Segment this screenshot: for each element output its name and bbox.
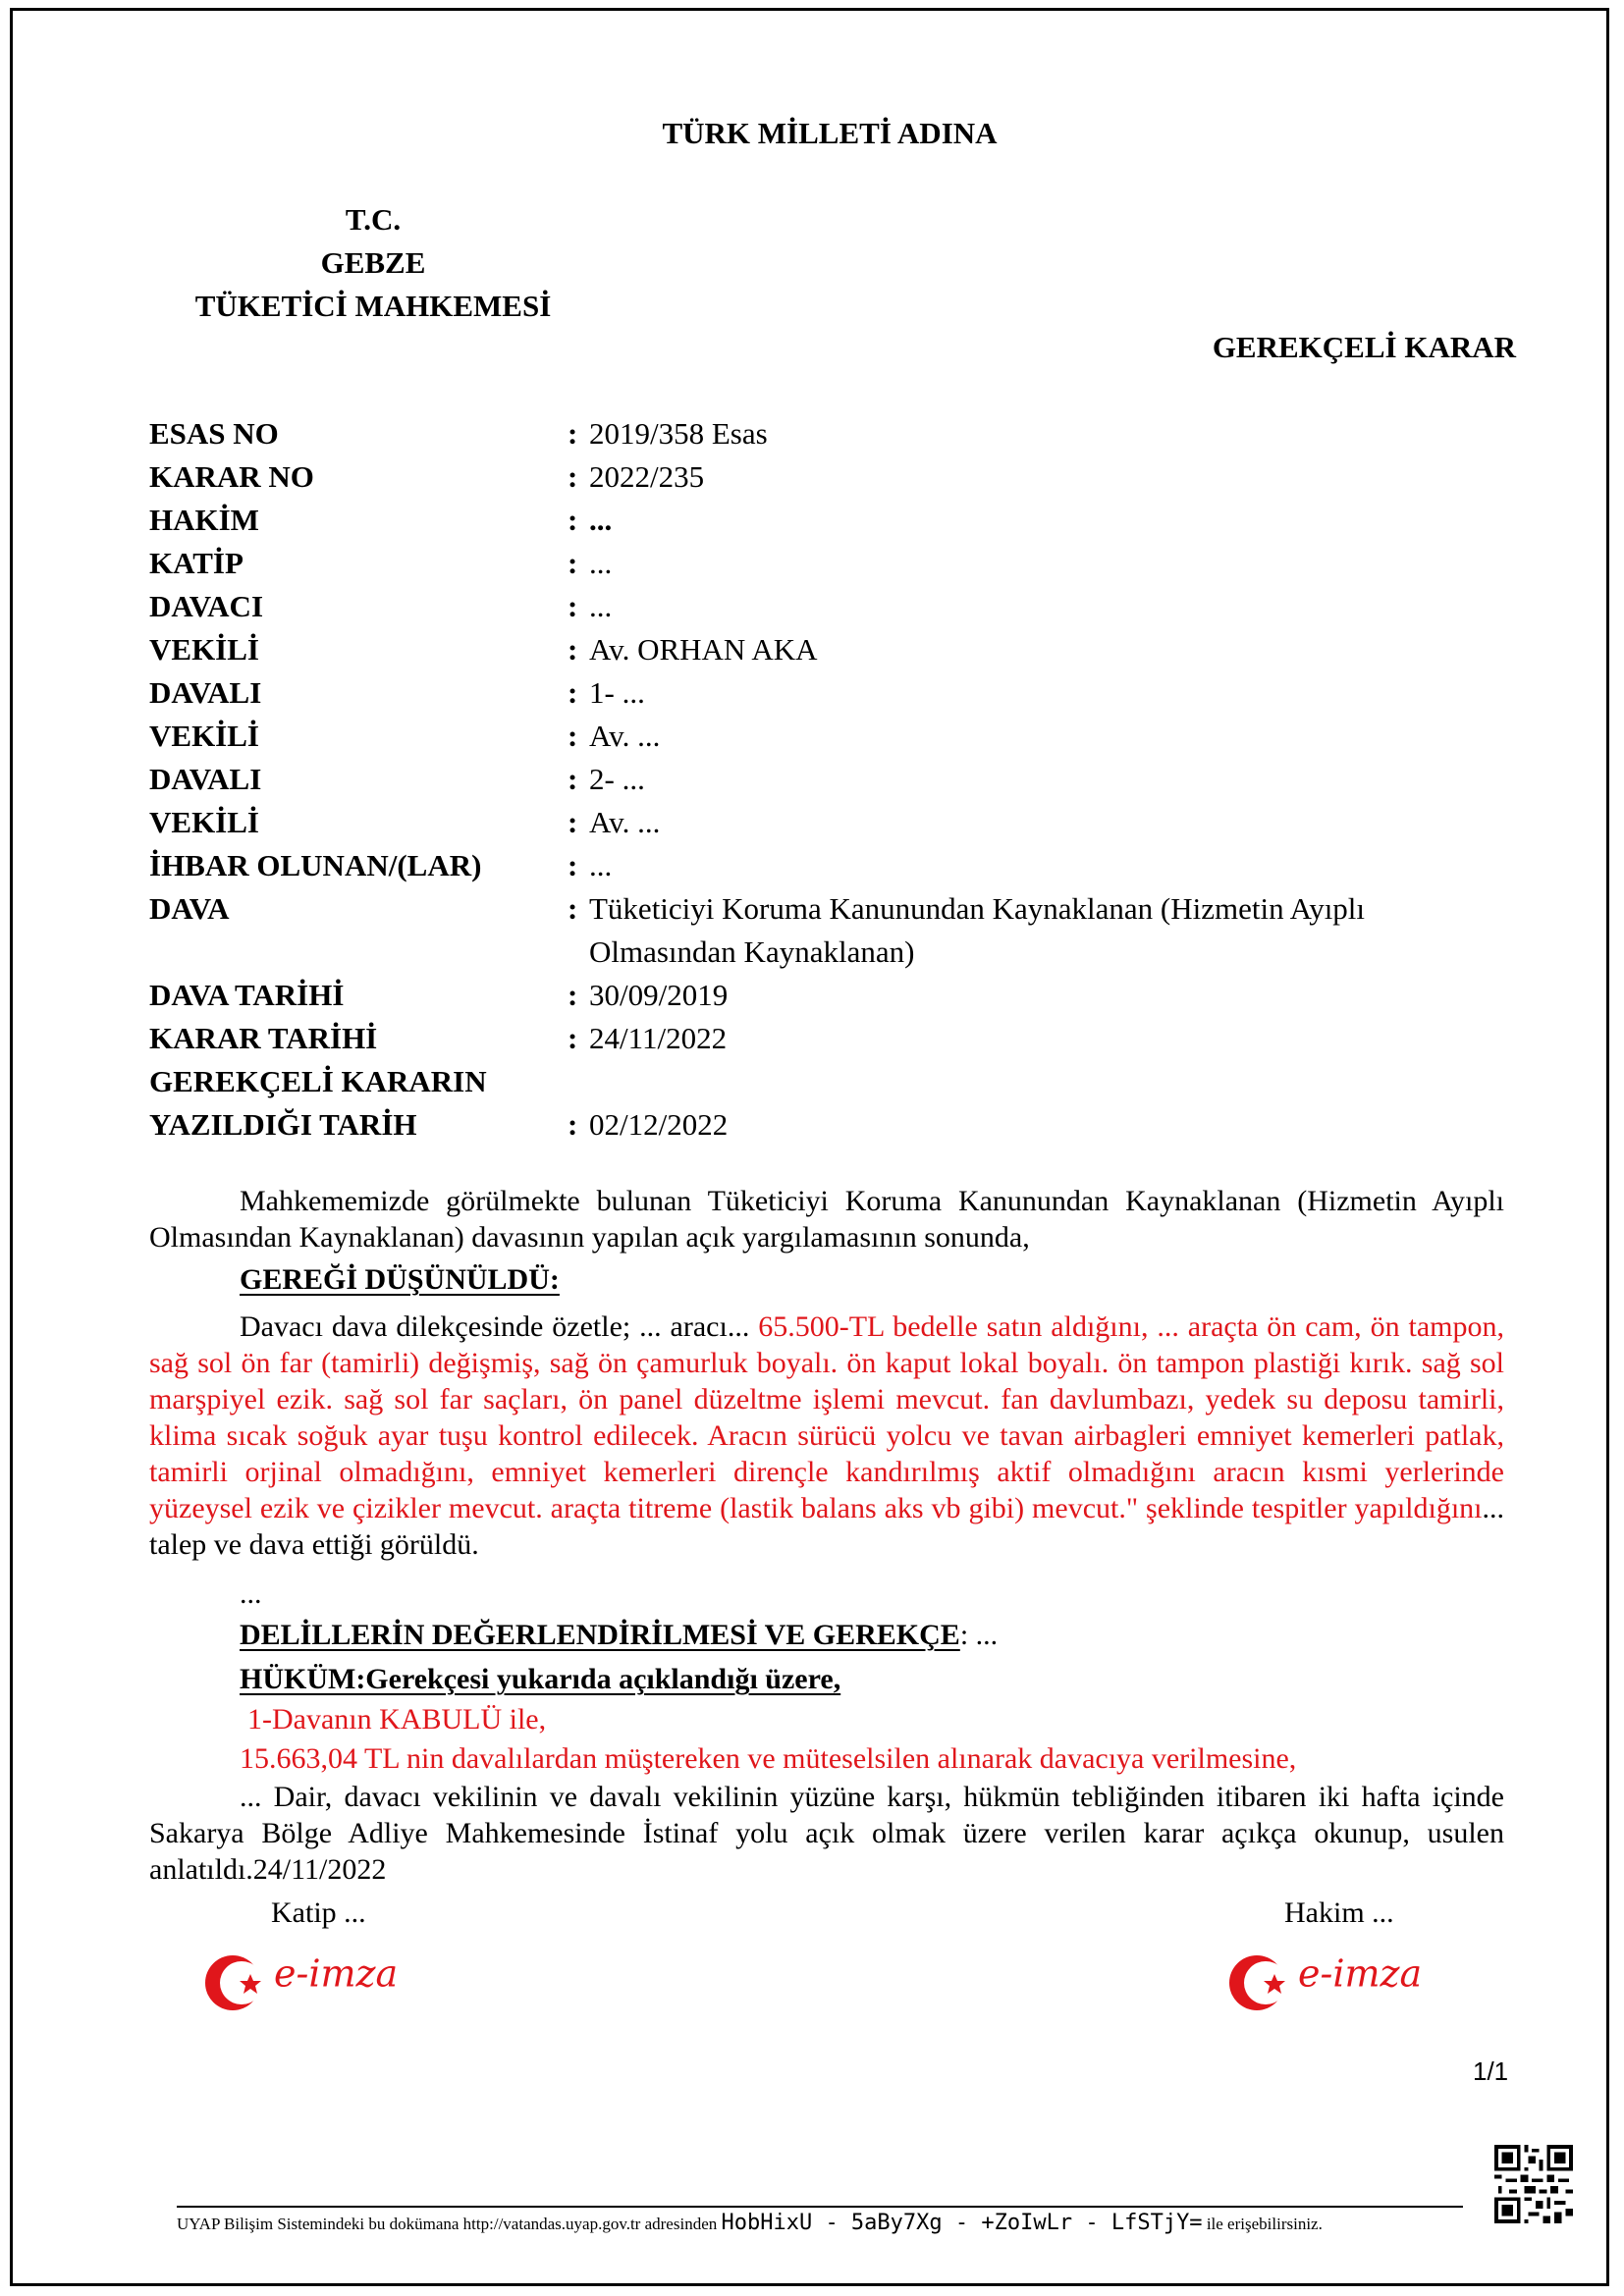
crescent-star-icon (1225, 1949, 1294, 2017)
info-row-dava-tarihi: DAVA TARİHİ : 30/09/2019 (149, 974, 1504, 1017)
footer-prefix: UYAP Bilişim Sistemindeki bu dokümana http://vatandas.uyap.gov.tr adresinden (177, 2215, 718, 2233)
info-value: Av. ORHAN AKA (589, 632, 818, 667)
info-value: ... (589, 546, 613, 580)
info-label: DAVACI (149, 589, 264, 623)
info-value-cont: Olmasından Kaynaklanan) (589, 934, 915, 969)
info-label: DAVA TARİHİ (149, 978, 345, 1012)
case-info-table (149, 412, 1504, 1147)
court-name (187, 198, 560, 328)
info-row-dava: DAVA : Tüketiciyi Koruma Kanunundan Kaynaklanan (Hizmetin Ayıplı Olmasından Kaynaklanan) (149, 887, 1504, 974)
info-label: DAVALI (149, 675, 262, 710)
info-row-vekili-1: VEKİLİ : Av. ORHAN AKA (149, 628, 1504, 671)
info-value: 2019/358 Esas (589, 416, 768, 451)
hukum-heading: HÜKÜM:Gerekçesi yukarıda açıklandığı üzere, (240, 1663, 841, 1695)
info-label: VEKİLİ (149, 719, 259, 753)
crescent-star-icon (201, 1949, 270, 2017)
info-label: DAVA (149, 891, 230, 926)
info-value: 30/09/2019 (589, 978, 729, 1012)
info-value: 02/12/2022 (589, 1107, 729, 1142)
gerek-heading: GEREĞİ DÜŞÜNÜLDÜ: (240, 1263, 560, 1296)
info-label: KARAR TARİHİ (149, 1021, 378, 1055)
decision-type-title: GEREKÇELİ KARAR (1212, 330, 1516, 364)
info-label: VEKİLİ (149, 632, 259, 667)
info-label: VEKİLİ (149, 805, 259, 839)
info-row-katip: KATİP : ... (149, 542, 1504, 585)
hukum-item-1: 1-Davanın KABULÜ ile, (247, 1703, 547, 1735)
info-label: GEREKÇELİ KARARIN (149, 1064, 487, 1098)
info-value: ... (589, 589, 613, 623)
info-value: ... (589, 503, 613, 537)
info-row-ihbar: İHBAR OLUNAN/(LAR) : ... (149, 844, 1504, 887)
claim-prefix: Davacı dava dilekçesinde özetle; ... aracı... (240, 1310, 750, 1343)
info-value: Av. ... (589, 719, 661, 753)
info-row-gerekceli-tarih: GEREKÇELİ KARARIN YAZILDIĞI TARİH : 02/12/2022 (149, 1060, 1504, 1147)
court-line-1: T.C. (345, 202, 402, 237)
info-label: ESAS NO (149, 416, 279, 451)
info-row-esas-no: ESAS NO : 2019/358 Esas (149, 412, 1504, 455)
footer-divider (177, 2206, 1463, 2208)
document-heading: TÜRK MİLLETİ ADINA (662, 116, 998, 150)
hakim-eimza-stamp (1225, 1949, 1422, 2017)
info-label: KARAR NO (149, 459, 314, 494)
intro-paragraph: Mahkememizde görülmekte bulunan Tüketiciyi Koruma Kanunundan Kaynaklanan (Hizmetin Ayıplı Olmasından Kaynaklanan) davasının yapılan açık yargılamasının sonunda, (149, 1185, 1504, 1254)
info-row-vekili-3: VEKİLİ : Av. ... (149, 801, 1504, 844)
info-value: 24/11/2022 (589, 1021, 728, 1055)
info-label-cont: YAZILDIĞI TARİH (149, 1107, 417, 1142)
evaluation-heading: DELİLLERİN DEĞERLENDİRİLMESİ VE GEREKÇE: ... (240, 1619, 999, 1651)
eimza-label: e-imza (1298, 1951, 1423, 1996)
info-row-karar-tarihi: KARAR TARİHİ : 24/11/2022 (149, 1017, 1504, 1060)
verification-code: HobHixU - 5aBy7Xg - +ZoIwLr - LfSTjY= (721, 2211, 1203, 2235)
info-label: HAKİM (149, 503, 259, 537)
hakim-signature-label: Hakim ... (1284, 1896, 1394, 1929)
info-value: 1- ... (589, 675, 645, 710)
info-value: 2022/235 (589, 459, 705, 494)
claim-suffix: ... talep ve dava ettiği görüldü. (149, 1492, 1504, 1561)
info-label: DAVALI (149, 762, 262, 796)
info-label: İHBAR OLUNAN/(LAR) (149, 848, 482, 882)
claim-paragraph (149, 1308, 1504, 1563)
info-value: 2- ... (589, 762, 645, 796)
claim-red-text: 65.500-TL bedelle satın aldığını, ... araçta ön cam, ön tampon, sağ sol ön far (tamirli) değişmiş, sağ ön çamurluk boyalı. ön kaput lokal boyalı. ön tampon plastiği kırık. sağ sol marşpiyel ezik. sağ sol far saçları, ön panel düzeltme işlemi mevcut. fan davlumbazı, yedek su deposu tamirli, klima sıcak soğuk ayar tuşu kontrol edilecek. Aracın sürücü yolcu ve tavan airbagleri emniyet kemerleri patlak, tamirli orjinal olmadığını, emniyet kemerleri dirençle kandırılmış aktif olmadığını aracın kısmi yerlerinde yüzeysel ezik ve çizikler mevcut. araçta titreme (lastik balans aks vb gibi) mevcut." şeklinde tespitler yapıldığını (149, 1310, 1504, 1524)
info-value: Av. ... (589, 805, 661, 839)
footer-access-note (177, 2211, 1323, 2237)
court-line-2: GEBZE (320, 245, 426, 280)
info-value: ... (589, 848, 613, 882)
qr-code-icon (1494, 2145, 1573, 2223)
page-number: 1/1 (1473, 2056, 1509, 2086)
closing-paragraph: ... Dair, davacı vekilinin ve davalı vekilinin yüzüne karşı, hükmün tebliğinden itibaren iki hafta içinde Sakarya Bölge Adliye Mahkemesinde İstinaf yolu açık olmak üzere verilen karar açıkça okunup, usulen anlatıldı.24/11/2022 (149, 1781, 1504, 1886)
ellipsis-line: ... (240, 1577, 262, 1610)
info-label: KATİP (149, 546, 244, 580)
katip-signature-label: Katip ... (271, 1896, 366, 1929)
info-row-hakim: HAKİM : ... (149, 499, 1504, 542)
info-row-karar-no: KARAR NO : 2022/235 (149, 455, 1504, 499)
hukum-item-2: 15.663,04 TL nin davalılardan müştereken ve müteselsilen alınarak davacıya verilmesine, (240, 1742, 1297, 1775)
footer-suffix: ile erişebilirsiniz. (1206, 2215, 1323, 2233)
info-row-davali-1: DAVALI : 1- ... (149, 671, 1504, 715)
court-line-3: TÜKETİCİ MAHKEMESİ (194, 289, 552, 323)
info-row-vekili-2: VEKİLİ : Av. ... (149, 715, 1504, 758)
info-row-davaci: DAVACI : ... (149, 585, 1504, 628)
info-row-davali-2: DAVALI : 2- ... (149, 758, 1504, 801)
info-value: Tüketiciyi Koruma Kanunundan Kaynaklanan (Hizmetin Ayıplı (589, 891, 1366, 926)
eimza-label: e-imza (274, 1951, 399, 1996)
katip-eimza-stamp (201, 1949, 398, 2017)
